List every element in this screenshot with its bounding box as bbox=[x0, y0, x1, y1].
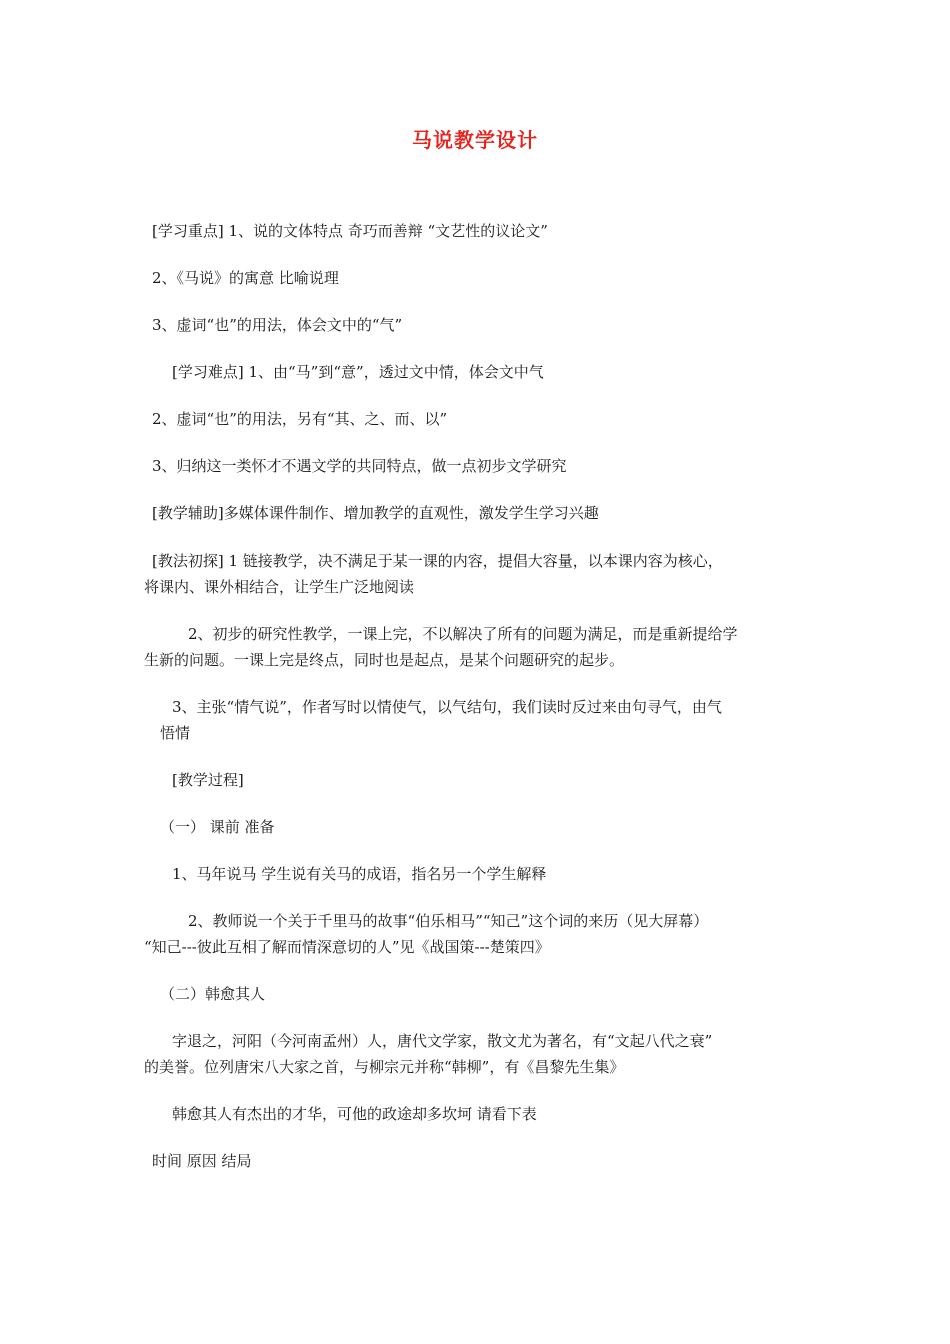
method-1-line-2: 将课内、课外相结合，让学生广泛地阅读 bbox=[144, 578, 415, 596]
method-2-line-2: 生新的问题。一课上完是终点，同时也是起点，是某个问题研究的起步。 bbox=[144, 651, 625, 669]
step-2-line-1: 2、教师说一个关于千里马的故事“伯乐相马”“知己”这个词的来历（见大屏幕） bbox=[188, 912, 709, 930]
method-3-line-2: 悟情 bbox=[160, 724, 191, 742]
difficulty-1: [学习难点] 1、由“马”到“意”，透过文中情，体会文中气 bbox=[172, 363, 544, 381]
teaching-process-heading: [教学过程] bbox=[172, 771, 244, 789]
key-point-1: [学习重点] 1、说的文体特点 奇巧而善辩 “文艺性的议论文” bbox=[152, 222, 548, 240]
han-yu-bio-line-1: 字退之，河阳（今河南孟州）人，唐代文学家，散文尤为著名，有“文起八代之衰” bbox=[172, 1032, 713, 1050]
section-two-heading: （二）韩愈其人 bbox=[160, 985, 266, 1003]
step-2-line-2: “知己---彼此互相了解而情深意切的人”见《战国策---楚策四》 bbox=[144, 938, 550, 956]
han-yu-bio-line-2: 的美誉。位列唐宋八大家之首，与柳宗元并称“韩柳”，有《昌黎先生集》 bbox=[144, 1058, 625, 1076]
key-point-2: 2、《马说》的寓意 比喻说理 bbox=[152, 269, 339, 287]
difficulty-2: 2、虚词“也”的用法，另有“其、之、而、以” bbox=[152, 410, 448, 428]
section-one-heading: （一） 课前 准备 bbox=[160, 818, 275, 836]
han-yu-career-intro: 韩愈其人有杰出的才华，可他的政途却多坎坷 请看下表 bbox=[172, 1105, 537, 1123]
table-header: 时间 原因 结局 bbox=[152, 1152, 252, 1170]
key-point-3: 3、虚词“也”的用法，体会文中的“气” bbox=[152, 316, 403, 334]
difficulty-3: 3、归纳这一类怀才不遇文学的共同特点，做一点初步文学研究 bbox=[152, 457, 567, 475]
method-3-line-1: 3、主张“情气说”，作者写时以情使气，以气结句，我们读时反过来由句寻气，由气 bbox=[172, 698, 722, 716]
document-title: 马说教学设计 bbox=[412, 128, 538, 152]
teaching-aid: [教学辅助]多媒体课件制作、增加教学的直观性，激发学生学习兴趣 bbox=[152, 504, 599, 522]
method-1-line-1: [教法初探] 1 链接教学，决不满足于某一课的内容，提倡大容量，以本课内容为核心， bbox=[152, 552, 723, 570]
step-1: 1、马年说马 学生说有关马的成语，指名另一个学生解释 bbox=[172, 865, 547, 883]
method-2-line-1: 2、初步的研究性教学，一课上完，不以解决了所有的问题为满足，而是重新提给学 bbox=[188, 625, 738, 643]
